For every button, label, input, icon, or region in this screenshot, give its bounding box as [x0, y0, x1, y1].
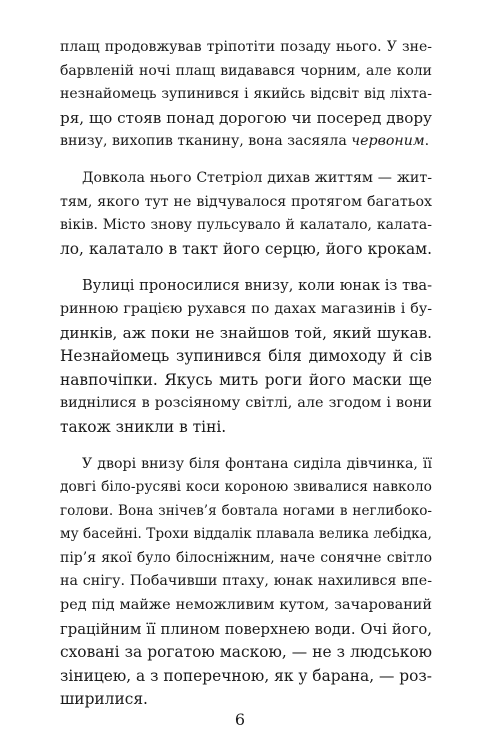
text-line: сховані за рогатою маскою, — не з людською: [60, 643, 432, 662]
text-line: голови. Вона знічев’я бовтала ногами в неглибоко-: [60, 502, 432, 519]
paragraph: [60, 453, 432, 713]
text-line: зіницею, а з поперечною, як у барана, — роз-: [60, 666, 432, 685]
text-line: ринною грацією рухався по дахах магазинів і бу-: [60, 300, 432, 317]
text-line: ря, що стояв понад дорогою чи посеред двору: [60, 108, 432, 127]
text-line: віків. Місто знову пульсувало й калатало, калата-: [60, 217, 432, 234]
paragraph: [60, 167, 432, 261]
body-text: [60, 36, 432, 712]
text-line: виднілися в розсіяному світлі, але згодом і вони: [60, 395, 432, 412]
text-line: У дворі внизу біля фонтана сиділа дівчинка, її: [82, 455, 432, 472]
text-line: на снігу. Побачивши птаху, юнак нахилився впе-: [60, 573, 432, 590]
paragraph-gap: [60, 154, 432, 167]
text-line: незнайомець зупинився і якийсь відсвіт від ліхта-: [60, 86, 432, 103]
text-line: ло, калатало в такт його серцю, його крокам.: [60, 239, 432, 258]
text-line: му басейні. Трохи віддалік плавала велика лебідка,: [60, 526, 432, 543]
text-line: Довкола нього Стетріол дихав життям — жит-: [82, 169, 432, 186]
page-number: 6: [234, 710, 246, 729]
text-line: плащ продовжував тріпотіти позаду нього. У зне-: [60, 39, 432, 55]
text-line: ред під майже неможливим кутом, зачарований: [60, 597, 432, 614]
emphasis: червоним: [351, 133, 425, 150]
text-line: також зникли в тіні.: [60, 417, 227, 436]
text-line: Вулиці проносилися внизу, коли юнак із тва-: [82, 277, 432, 295]
text-line: навпочіпки. Якусь мить роги його маски ще: [60, 370, 432, 389]
text-line: граційним її плином поверхнею води. Очі його,: [60, 620, 432, 638]
text-line: динків, аж поки не знайшов той, який шукав.: [60, 323, 432, 342]
paragraph-gap: [60, 440, 432, 453]
text-line: пір’я якої було білосніжним, наче сонячне світло: [60, 549, 432, 566]
paragraph-gap: [60, 261, 432, 274]
text-line: Незнайомець зупинився біля димоходу й сів: [60, 347, 432, 366]
text-line: внизу, вихопив тканину, вона засяяла червоним.: [60, 133, 430, 150]
text-line: барвленій ночі плащ видавався чорним, але коли: [60, 62, 432, 79]
paragraph: [60, 36, 432, 154]
paragraph: [60, 274, 432, 439]
text-line: тям, якого тут не відчувалося протягом багатьох: [60, 193, 432, 210]
text-line: довгі біло-русяві коси короною звивалися навколо: [60, 479, 432, 496]
text-line: ширилися.: [60, 690, 148, 709]
